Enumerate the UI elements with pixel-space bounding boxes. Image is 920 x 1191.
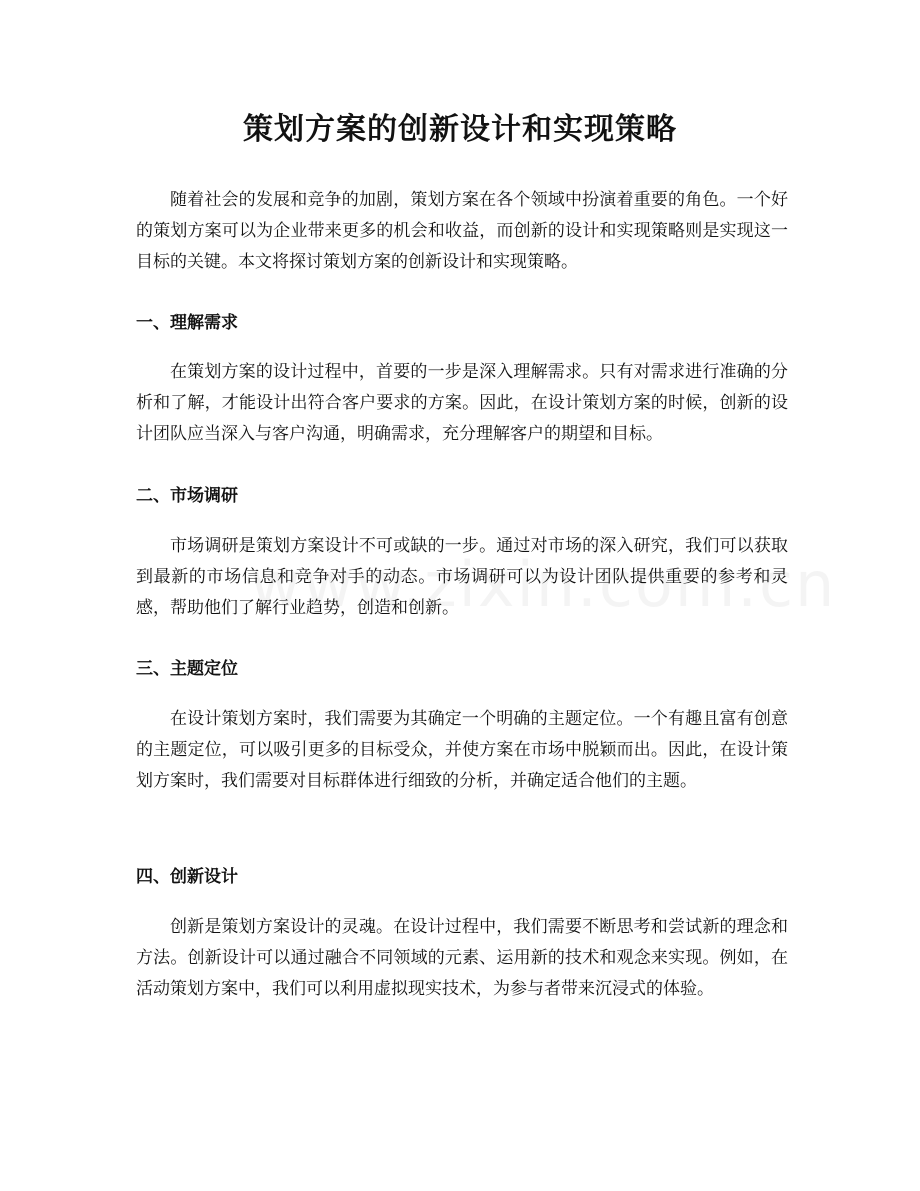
page-title: 策划方案的创新设计和实现策略 xyxy=(243,112,677,147)
section-heading-1: 一、理解需求 xyxy=(136,313,238,333)
section-paragraph-3: 在设计策划方案时，我们需要为其确定一个明确的主题定位。一个有趣且富有创意的主题定位，可以吸引更多的目标受众，并使方案在市场中脱颖而出。因此，在设计策划方案时，我们需要对目标群体进行细致的分析，并确定适合他们的主题。 xyxy=(136,709,788,791)
section-paragraph-4: 创新是策划方案设计的灵魂。在设计过程中，我们需要不断思考和尝试新的理念和方法。创新设计可以通过融合不同领域的元素、运用新的技术和观念来实现。例如，在活动策划方案中，我们可以利用虚拟现实技术，为参与者带来沉浸式的体验。 xyxy=(136,917,788,999)
section-paragraph-1: 在策划方案的设计过程中，首要的一步是深入理解需求。只有对需求进行准确的分析和了解，才能设计出符合客户要求的方案。因此，在设计策划方案的时候，创新的设计团队应当深入与客户沟通，明确需求，充分理解客户的期望和目标。 xyxy=(136,362,788,444)
section-heading-2: 二、市场调研 xyxy=(136,486,238,506)
section-paragraph-2: 市场调研是策划方案设计不可或缺的一步。通过对市场的深入研究，我们可以获取到最新的市场信息和竞争对手的动态。市场调研可以为设计团队提供重要的参考和灵感，帮助他们了解行业趋势，创造和创新。 xyxy=(136,536,788,618)
section-heading-4: 四、创新设计 xyxy=(136,867,238,887)
section-heading-3: 三、主题定位 xyxy=(136,659,238,679)
intro-paragraph: 随着社会的发展和竞争的加剧，策划方案在各个领域中扮演着重要的角色。一个好的策划方案可以为企业带来更多的机会和收益，而创新的设计和实现策略则是实现这一目标的关键。本文将探讨策划方案的创新设计和实现策略。 xyxy=(136,190,788,272)
